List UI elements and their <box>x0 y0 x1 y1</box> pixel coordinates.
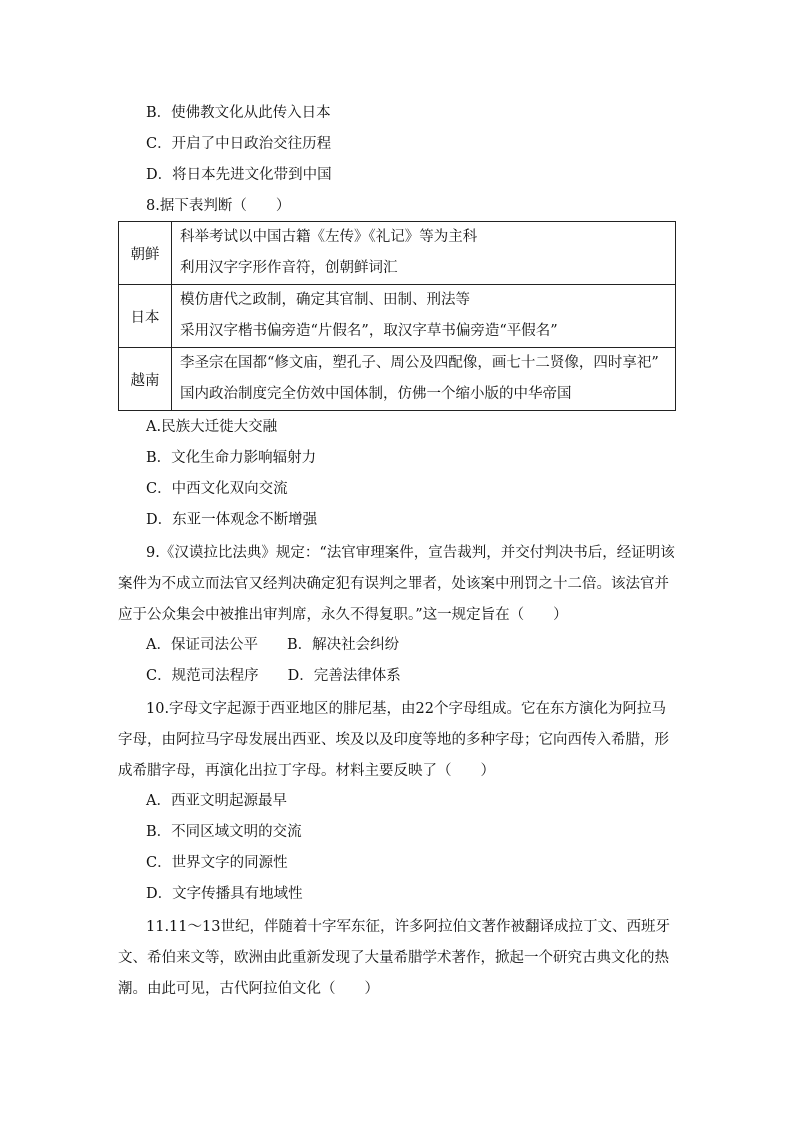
country-korea: 朝鲜 <box>119 222 172 285</box>
q10-option-a: A．西亚文明起源最早 <box>146 793 287 809</box>
q7-option-b: B．使佛教文化从此传入日本 <box>146 105 331 121</box>
q11-stem: 11.11～13世纪，伴随着十字军东征，许多阿拉伯文著作被翻译成拉丁文、西班牙文、希伯来文等，欧洲由此重新发现了大量希腊学术著作，掀起一个研究古典文化的热潮。由此可见，古代阿拉伯文化（ ） <box>118 919 670 998</box>
q8-option-c: C．中西文化双向交流 <box>146 481 288 497</box>
q9-options-row1: A．保证司法公平 B．解决社会纠纷 <box>146 637 400 653</box>
table-row-vietnam <box>119 348 676 411</box>
q10-option-b: B．不同区域文明的交流 <box>146 824 302 840</box>
content-line: 利用汉字字形作音符，创朝鲜词汇 <box>180 260 398 276</box>
q8-stem: 8.据下表判断（ ） <box>146 198 291 214</box>
q8-option-d: D．东亚一体观念不断增强 <box>146 512 318 528</box>
q9-stem: 9.《汉谟拉比法典》规定：“法官审理案件，宣告裁判，并交付判决书后，经证明该案件为不成立而法官又经判决确定犯有误判之罪者，处该案中刑罚之十二倍。该法官并应于公众集会中被推出审判席，永久不得复职。”这一规定旨在（ ） <box>118 545 675 624</box>
q8-table <box>118 221 676 411</box>
content-line: 科举考试以中国古籍《左传》《礼记》等为主科 <box>180 229 478 245</box>
content-korea <box>172 222 676 285</box>
q9-options-row2: C．规范司法程序 D．完善法律体系 <box>146 668 401 684</box>
q10-stem: 10.字母文字起源于西亚地区的腓尼基，由22个字母组成。它在东方演化为阿拉马字母，由阿拉马字母发展出西亚、埃及以及印度等地的多种字母；它向西传入希腊，形成希腊字母，再演化出拉丁字母。材料主要反映了（ ） <box>118 701 669 780</box>
content-vietnam <box>172 348 676 411</box>
q7-option-c: C．开启了中日政治交往历程 <box>146 136 332 152</box>
q10-option-d: D．文字传播具有地域性 <box>146 886 303 902</box>
country-vietnam: 越南 <box>119 348 172 411</box>
content-line: 模仿唐代之政制，确定其官制、田制、刑法等 <box>180 292 470 308</box>
q8-option-b: B．文化生命力影响辐射力 <box>146 450 317 466</box>
content-line: 采用汉字楷书偏旁造“片假名”，取汉字草书偏旁造“平假名” <box>180 323 558 339</box>
country-japan: 日本 <box>119 285 172 348</box>
content-line: 李圣宗在国都“修文庙，塑孔子、周公及四配像，画七十二贤像，四时享祀” <box>180 355 659 371</box>
table-row-japan <box>119 285 676 348</box>
table-row-korea <box>119 222 676 285</box>
q8-option-a: A.民族大迁徙大交融 <box>146 419 278 435</box>
content-line: 国内政治制度完全仿效中国体制，仿佛一个缩小版的中华帝国 <box>180 386 572 402</box>
content-japan <box>172 285 676 348</box>
q10-option-c: C．世界文字的同源性 <box>146 855 288 871</box>
q7-option-d: D．将日本先进文化带到中国 <box>146 167 332 183</box>
